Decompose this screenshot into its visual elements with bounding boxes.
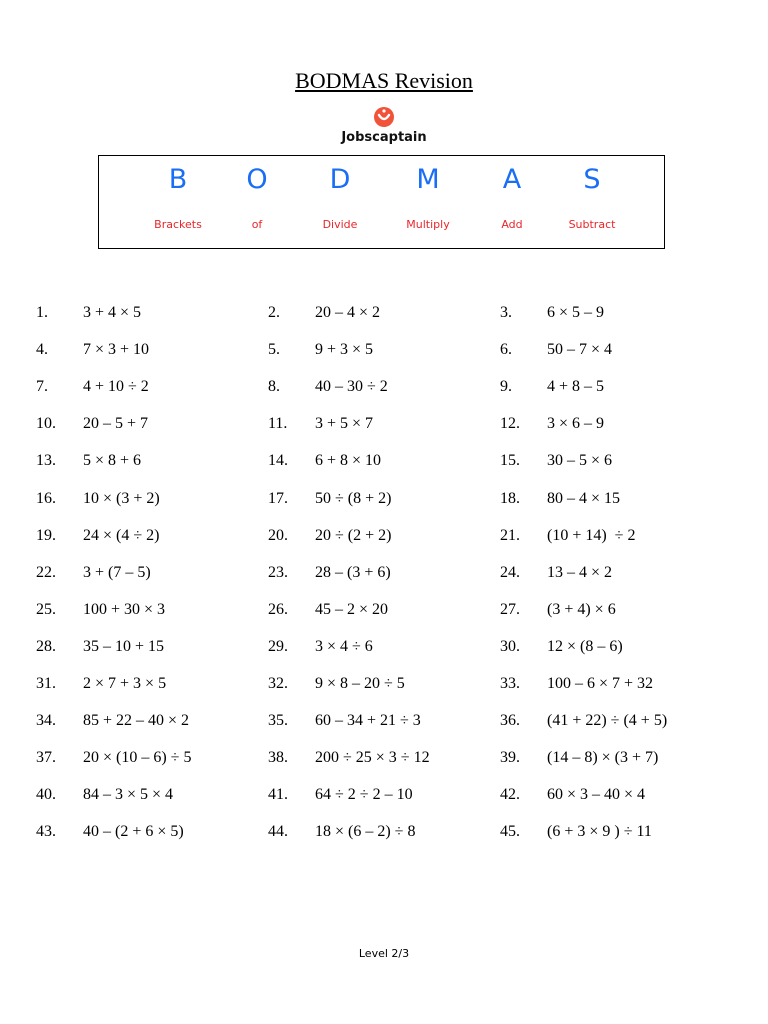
problem-expression: 3 + 4 × 5 bbox=[83, 304, 142, 321]
problem-number: 27. bbox=[500, 600, 520, 618]
problem-expression: 100 – 6 × 7 + 32 bbox=[547, 675, 654, 692]
problem-expression: 18 × (6 – 2) ÷ 8 bbox=[315, 823, 416, 841]
problem-expression: 10 × (3 + 2) bbox=[83, 489, 160, 507]
bodmas-letter: S bbox=[583, 164, 601, 195]
bodmas-letter: A bbox=[502, 164, 522, 195]
problem-number: 17. bbox=[268, 489, 288, 507]
problem-number: 20. bbox=[268, 526, 288, 544]
bodmas-letter: D bbox=[329, 164, 351, 195]
problem-number: 28. bbox=[36, 637, 56, 655]
problem-expression: 4 + 8 – 5 bbox=[547, 378, 605, 396]
problem-number: 7. bbox=[36, 378, 48, 396]
problem-expression: 85 + 22 – 40 × 2 bbox=[83, 712, 190, 730]
bodmas-word: Add bbox=[501, 218, 523, 231]
problem-number: 37. bbox=[36, 749, 56, 767]
problem-number: 3. bbox=[500, 304, 512, 321]
problem-expression: 60 – 34 + 21 ÷ 3 bbox=[315, 712, 421, 730]
problem-expression: 30 – 5 × 6 bbox=[547, 452, 613, 470]
problem-expression: (14 – 8) × (3 + 7) bbox=[547, 749, 659, 767]
problem-expression: (10 + 14) ÷ 2 bbox=[547, 526, 636, 544]
bodmas-word: Divide bbox=[322, 218, 358, 231]
problem-expression: 20 × (10 – 6) ÷ 5 bbox=[83, 749, 192, 767]
jobscaptain-logo-icon bbox=[373, 106, 395, 128]
problem-expression: 20 – 5 + 7 bbox=[83, 415, 149, 433]
problem-number: 31. bbox=[36, 675, 56, 692]
problem-number: 41. bbox=[268, 786, 288, 804]
problem-expression: 24 × (4 ÷ 2) bbox=[83, 526, 160, 544]
problem-number: 23. bbox=[268, 563, 288, 581]
bodmas-letter: B bbox=[168, 164, 188, 195]
problem-number: 6. bbox=[500, 341, 512, 359]
problem-number: 10. bbox=[36, 415, 56, 433]
problem-number: 26. bbox=[268, 600, 288, 618]
page-footer: Level 2/3 bbox=[358, 947, 410, 960]
problem-expression: 20 – 4 × 2 bbox=[315, 304, 381, 321]
problem-number: 22. bbox=[36, 563, 56, 581]
problem-expression: 5 × 8 + 6 bbox=[83, 452, 142, 470]
logo-text: Jobscaptain bbox=[341, 130, 427, 145]
problem-number: 30. bbox=[500, 637, 520, 655]
problem-number: 33. bbox=[500, 675, 520, 692]
problem-number: 9. bbox=[500, 378, 512, 396]
problem-expression: (6 + 3 × 9 ) ÷ 11 bbox=[547, 823, 652, 841]
problem-number: 16. bbox=[36, 489, 56, 507]
problem-number: 4. bbox=[36, 341, 48, 359]
problem-number: 32. bbox=[268, 675, 288, 692]
bodmas-word: Multiply bbox=[406, 218, 450, 231]
problem-number: 42. bbox=[500, 786, 520, 804]
problem-expression: 7 × 3 + 10 bbox=[83, 341, 150, 359]
problem-expression: 35 – 10 + 15 bbox=[83, 637, 165, 655]
problem-expression: 20 ÷ (2 + 2) bbox=[315, 526, 392, 544]
problem-expression: 28 – (3 + 6) bbox=[315, 563, 391, 581]
problem-number: 24. bbox=[500, 563, 520, 581]
problem-number: 1. bbox=[36, 304, 48, 321]
page-title-text: BODMAS Revision bbox=[295, 68, 473, 93]
problem-number: 8. bbox=[268, 378, 280, 396]
problem-expression: 9 × 8 – 20 ÷ 5 bbox=[315, 675, 405, 692]
problem-expression: 40 – 30 ÷ 2 bbox=[315, 378, 388, 396]
problem-number: 2. bbox=[268, 304, 280, 321]
problem-expression: 64 ÷ 2 ÷ 2 – 10 bbox=[315, 786, 413, 804]
problem-number: 11. bbox=[268, 415, 288, 433]
problem-expression: 4 + 10 ÷ 2 bbox=[83, 378, 149, 396]
bodmas-word: Subtract bbox=[568, 218, 616, 231]
problem-expression: 3 × 6 – 9 bbox=[547, 415, 605, 433]
bodmas-letter: O bbox=[246, 164, 268, 195]
problem-number: 39. bbox=[500, 749, 520, 767]
problem-expression: 80 – 4 × 15 bbox=[547, 489, 621, 507]
problem-expression: 6 + 8 × 10 bbox=[315, 452, 382, 470]
problem-expression: 50 ÷ (8 + 2) bbox=[315, 489, 392, 507]
problem-number: 14. bbox=[268, 452, 288, 470]
bodmas-word: of bbox=[251, 218, 263, 231]
problem-number: 12. bbox=[500, 415, 520, 433]
bodmas-letter: M bbox=[416, 164, 440, 195]
problem-number: 45. bbox=[500, 823, 520, 841]
problem-number: 34. bbox=[36, 712, 56, 730]
bodmas-word: Brackets bbox=[154, 218, 202, 231]
problem-expression: 100 + 30 × 3 bbox=[83, 600, 166, 618]
problem-number: 38. bbox=[268, 749, 288, 767]
problem-number: 15. bbox=[500, 452, 520, 470]
problem-expression: 3 + 5 × 7 bbox=[315, 415, 374, 433]
problem-expression: 200 ÷ 25 × 3 ÷ 12 bbox=[315, 749, 430, 767]
problem-number: 21. bbox=[500, 526, 520, 544]
problem-number: 35. bbox=[268, 712, 288, 730]
problem-expression: 3 × 4 ÷ 6 bbox=[315, 637, 373, 655]
problem-number: 40. bbox=[36, 786, 56, 804]
problem-number: 13. bbox=[36, 452, 56, 470]
problem-number: 43. bbox=[36, 823, 56, 841]
problem-expression: 50 – 7 × 4 bbox=[547, 341, 613, 359]
problem-expression: (3 + 4) × 6 bbox=[547, 600, 616, 618]
problem-expression: 9 + 3 × 5 bbox=[315, 341, 374, 359]
problem-expression: 60 × 3 – 40 × 4 bbox=[547, 786, 646, 804]
problem-number: 44. bbox=[268, 823, 288, 841]
problem-number: 18. bbox=[500, 489, 520, 507]
problem-expression: 12 × (8 – 6) bbox=[547, 637, 623, 655]
problem-number: 36. bbox=[500, 712, 520, 730]
bodmas-box bbox=[98, 155, 665, 249]
problem-expression: (41 + 22) ÷ (4 + 5) bbox=[547, 712, 668, 730]
problem-number: 25. bbox=[36, 600, 56, 618]
logo bbox=[334, 106, 434, 146]
problem-expression: 45 – 2 × 20 bbox=[315, 600, 389, 618]
problem-number: 29. bbox=[268, 637, 288, 655]
problem-expression: 3 + (7 – 5) bbox=[83, 563, 151, 581]
problem-expression: 6 × 5 – 9 bbox=[547, 304, 605, 321]
problem-expression: 40 – (2 + 6 × 5) bbox=[83, 823, 184, 841]
problem-expression: 13 – 4 × 2 bbox=[547, 563, 613, 581]
problem-number: 5. bbox=[268, 341, 280, 359]
problem-expression: 2 × 7 + 3 × 5 bbox=[83, 675, 167, 692]
problem-expression: 84 – 3 × 5 × 4 bbox=[83, 786, 174, 804]
problem-number: 19. bbox=[36, 526, 56, 544]
page-title bbox=[0, 68, 768, 94]
